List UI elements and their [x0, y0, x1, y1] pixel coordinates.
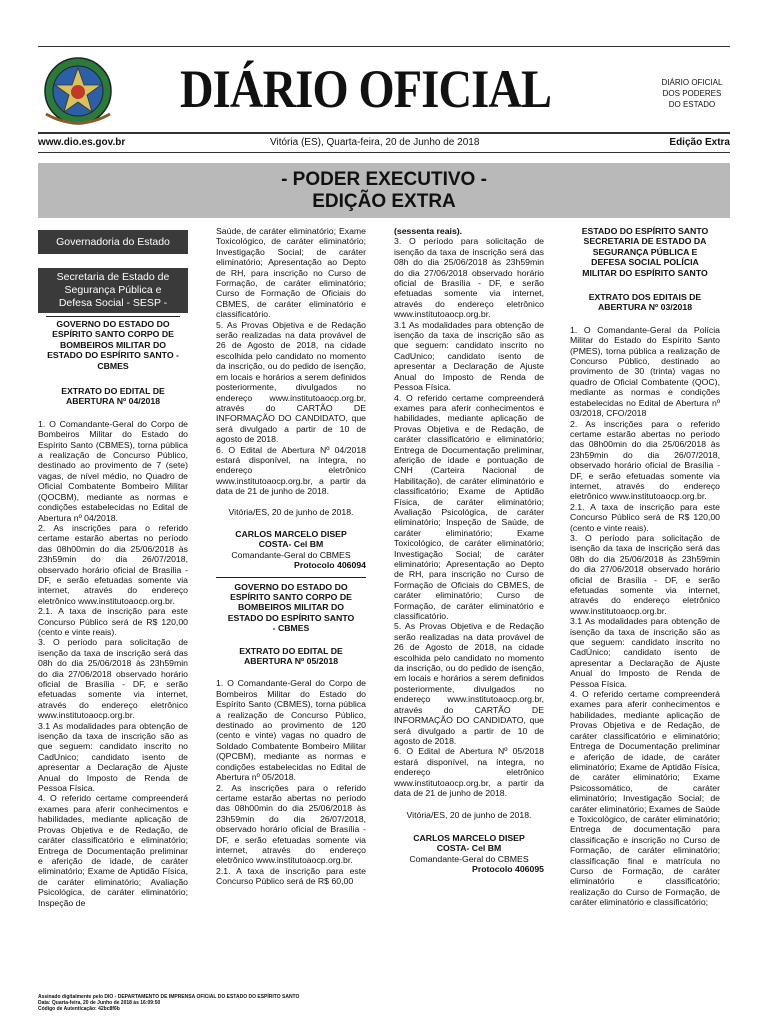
org-heading: GOVERNO DO ESTADO DO ESPÍRITO SANTO CORPO DE BOMBEIROS MILITAR DO ESTADO DO ESPÍRITO SANTO - CBMES [227, 581, 355, 634]
signatory-name: CARLOS MARCELO DISEP COSTA- Cel BM [235, 528, 347, 550]
extract-title: EXTRATO DO EDITAL DE ABERTURA Nº 05/2018 [239, 645, 343, 667]
paragraph: 4. O referido certame compreenderá exames para aferir conhecimentos e habilidades, mediante aplicação de Provas Objetiva e de Redação, de caráter classificatório e eliminatório; Entrega de Documentação preliminar, aferição de idade e pontuação de CNH (Carteira Nacional de Habilitação), de caráter eliminatório e classificatório; Exame de Aptidão Física, de caráter eliminatório; Avaliação Psicológica, de caráter eliminatório; Inspeção de Saúde, de caráter eliminatório; Exame Toxicológico, de caráter eliminatório; Investigação Social; de caráter eliminatório; Apresentação ao Depto de RH, para inscrição no Curso de Formação de Oficiais do CBMES, de caráter eliminatório; Curso de Formação, de caráter eliminatório e classificatório. [394, 392, 544, 622]
masthead-title: DIÁRIO OFICIAL [180, 59, 552, 119]
column-1 [38, 226, 188, 908]
paragraph: 1. O Comandante-Geral do Corpo de Bombeiros Militar do Estado do Espírito Santo (CBMES), torna pública a realização de Concurso Público, destinado ao provimento de 7 (sete) vagas, de nível médio, no Quadro de Oficial Combatente Bombeiro Militar (QOCBM), mediante as normas e condições estabelecidas no Edital de Abertura nº 04/2018. [38, 418, 188, 523]
paragraph: 3. O período para solicitação de isenção da taxa de inscrição será das 08h do dia 25/06/2018 às 23h59min do dia 27/06/2018 observado horário oficial de Brasília - DF, e serão efetuadas somente via internet, através do endereço eletrônico www.institutoaocp.org.br. [38, 637, 188, 721]
column-2 [216, 226, 366, 887]
column-4 [570, 226, 720, 908]
paragraph: (sessenta reais). [394, 226, 463, 236]
subbar-rule [38, 152, 730, 153]
section-banner [38, 163, 730, 218]
protocol-number: Protocolo 406094 [294, 560, 366, 571]
edition-label: Edição Extra [669, 137, 730, 148]
org-heading: GOVERNO DO ESTADO DO ESPÍRITO SANTO CORPO DE BOMBEIROS MILITAR DO ESTADO DO ESPÍRITO SANTO - CBMES [46, 316, 180, 371]
paragraph: 6. O Edital de Abertura Nº 05/2018 estará disponível, na íntegra, no endereço eletrônico www.institutoaocp.org.br, a partir da data de 21 de junho de 2018. [394, 746, 544, 798]
dateline: Vitória (ES), Quarta-feira, 20 de Junho de 2018 [270, 137, 480, 148]
paragraph: 1. O Comandante-Geral da Polícia Militar do Estado do Espírito Santo (PMES), torna pública a realização de Concurso Público, destinado ao provimento de 30 (trinta) vagas no quadro de Oficial Combatente (QOC), mediante as normas e condições estabelecidas no Edital de Abertura nº 03/2018, CFO/2018 [570, 324, 720, 419]
extract-title: EXTRATO DOS EDITAIS DE ABERTURA Nº 03/2018 [588, 292, 702, 313]
banner-line-2: EDIÇÃO EXTRA [312, 191, 456, 212]
paragraph: Saúde, de caráter eliminatório; Exame Toxicológico, de caráter eliminatório; Investigação Social; de caráter eliminatório; Apresentação ao Depto de RH, para inscrição no Curso de Formação, de caráter eliminatório; Curso de Formação de Oficiais do CBMES, de caráter eliminatório e classificatório. [216, 226, 366, 320]
banner-line-1: - PODER EXECUTIVO - [281, 169, 487, 190]
paragraph: 3. O período para solicitação de isenção da taxa de inscrição será das 08h do dia 25/06/2018 às 23h59min do dia 27/06/2018 observado horário oficial de Brasília - DF, e serão efetuadas somente via internet, através do endereço eletrônico www.institutoaocp.org.br. [570, 532, 720, 616]
paragraph: 2. As inscrições para o referido certame estarão abertas no período das 08h00min do dia 25/06/2018 às 23h59min do dia 26/07/2018, observado horário oficial de Brasília - DF, e serão efetuadas somente via internet, através do endereço eletrônico www.institutoaocp.org.br. [38, 522, 188, 606]
digital-signature-footer: Assinado digitalmente pelo DIO - DEPARTAMENTO DE IMPRENSA OFICIAL DO ESTADO DO ESPÍRITO SANTO Data: Quarta-feira, 20 de Junho de 2018 às 16:09:50 Código de Autenticação: 42bc8f6b [38, 994, 300, 1012]
secretariat-box: Secretaria de Estado de Segurança Pública e Defesa Social - SESP - [38, 268, 188, 313]
signatory-name: CARLOS MARCELO DISEP COSTA- Cel BM [413, 832, 525, 854]
paragraph: 6. O Edital de Abertura Nº 04/2018 estará disponível, na íntegra, no endereço eletrônico www.institutoaocp.org.br, a partir da data de 21 de junho de 2018. [216, 444, 366, 497]
governorship-box: Governadoria do Estado [38, 230, 188, 254]
paragraph: 4. O referido certame compreenderá exames para aferir conhecimentos e habilidades, mediante aplicação de Provas Objetiva e de Redação, de caráter classificatório e eliminatório; Entrega de Documentação preliminar e aferição de idade, de caráter eliminatório; Exame de Aptidão Física, de caráter eliminatório; Avaliação Psicológica, de caráter eliminatório; Inspeção de [38, 793, 188, 908]
paragraph: 5. As Provas Objetiva e de Redação serão realizadas na data provável de 26 de Agosto de 2018, na cidade escolhida pelo candidato no momento da inscrição, ou do pedido de isenção, em locais e horários a serem definidos posteriormente, divulgados no endereço www.institutoaocp.org.br, através do CARTÃO DE INFORMAÇÃO DO CANDIDATO, que será divulgado a partir de 10 de agosto de 2018. [394, 621, 544, 746]
signature-date: Vitória/ES, 20 de junho de 2018. [406, 810, 532, 821]
paragraph: 2. As inscrições para o referido certame estarão abertas no período das 08h00min do dia 25/06/2018 às 23h59min do dia 26/07/2018, observado horário oficial de Brasília - DF, e serão efetuadas somente via internet, através do endereço eletrônico www.institutoaocp.org.br. [216, 782, 366, 866]
column-3 [394, 226, 544, 874]
signatory-role: Comandante-Geral do CBMES [409, 853, 529, 864]
masthead-rule [38, 132, 730, 134]
paragraph: 3.1 As modalidades para obtenção de isenção da taxa de inscrição são as que seguem: candidato inscrito no CadUnico; candidato isento de apresentar a Declaração de Ajuste Anual do Imposto de Renda de Pessoa Física. [394, 319, 544, 393]
paragraph: 2.1. A taxa de inscrição para este Concurso Público será de R$ 120,00 (cento e vinte reais). [38, 606, 188, 637]
paragraph: 4. O referido certame compreenderá exames para aferir conhecimentos e habilidades, mediante aplicação de Provas Objetiva e de Redação, de caráter classificatório e eliminatório; Entrega de Documentação preliminar e aferição de idade, de caráter eliminatório; Exame de Aptidão Física, de caráter eliminatório; Exame Psicossomático, de caráter eliminatório; Investigação Social; de caráter eliminatório; Exames de Saúde e Toxicológico, de caráter eliminatório; Entrega de documentação para classificação e inscrição no Curso de Formação, de caráter eliminatório; classificação final e matrícula no Curso de Formação, de caráter eliminatório e classificatório; realização do Curso de Formação, de caráter eliminatório e classificatório; [570, 689, 720, 908]
paragraph: 3.1 As modalidades para obtenção de isenção da taxa de inscrição são as que seguem: candidato inscrito no CadÚnico; candidato isento de apresentar a Declaração de Ajuste Anual do Imposto de Renda de Pessoa Física. [570, 616, 720, 689]
top-rule [38, 46, 730, 47]
paragraph: 1. O Comandante-Geral do Corpo de Bombeiros Militar do Estado do Espírito Santo (CBMES), torna pública a realização de Concurso Público, destinado ao provimento de 120 (cento e vinte) vagas no quadro de Soldado Combatente Bombeiro Militar (QPCBM), mediante as normas e condições estabelecidas no Edital de Abertura nº 05/2018. [216, 678, 366, 783]
paragraph: 3.1 As modalidades para obtenção de isenção da taxa de inscrição são as que seguem: candidato inscrito no CadUnico; candidato isento de apresentar a Declaração de Ajuste Anual do Imposto de Renda de Pessoa Física. [38, 720, 188, 794]
paragraph: 2. As inscrições para o referido certame estarão abertas no período das 08h00min do dia 25/06/2018 às 23h59min do dia 26/07/2018, observado horário oficial de Brasília - DF, e serão efetuadas somente via internet, através do endereço eletrônico www.institutoaocp.org.br. [570, 418, 720, 502]
state-coat-of-arms-icon [40, 54, 116, 128]
website-link[interactable]: www.dio.es.gov.br [38, 137, 126, 148]
paragraph: 5. As Provas Objetiva e de Redação serão realizadas na data provável de 26 de Agosto de 2018, na cidade escolhida pelo candidato no momento da inscrição, ou do pedido de isenção, em locais e horários a serem definidos posteriormente, divulgados no endereço www.institutoaocp.org.br, através do CARTÃO DE INFORMAÇÃO DO CANDIDATO, que será divulgado a partir de 10 de agosto de 2018. [216, 319, 366, 445]
paragraph: 2.1. A taxa de inscrição para este Concurso Público será de R$ 120,00 (cento e vinte reais). [570, 501, 720, 533]
signatory-role: Comandante-Geral do CBMES [231, 549, 351, 560]
section-divider [216, 577, 366, 578]
paragraph: 3. O período para solicitação de isenção da taxa de inscrição será das 08h do dia 25/06/2018 às 23h59min do dia 27/06/2018 observado horário oficial de Brasília - DF, e serão efetuadas somente via internet, através do endereço eletrônico www.institutoaocp.org.br. [394, 236, 544, 320]
org-heading: ESTADO DO ESPÍRITO SANTO SECRETARIA DE ESTADO DA SEGURANÇA PÚBLICA E DEFESA SOCIAL POLÍCIA MILITAR DO ESPÍRITO SANTO [581, 226, 709, 278]
paragraph: 2.1. A taxa de inscrição para este Concurso Público será de R$ 60,00 [216, 865, 366, 887]
protocol-number: Protocolo 406095 [472, 863, 544, 874]
masthead-side-label: DIÁRIO OFICIAL DOS PODERES DO ESTADO [661, 78, 723, 109]
signature-date: Vitória/ES, 20 de junho de 2018. [228, 506, 354, 517]
extract-title: EXTRATO DO EDITAL DE ABERTURA Nº 04/2018 [61, 386, 165, 407]
